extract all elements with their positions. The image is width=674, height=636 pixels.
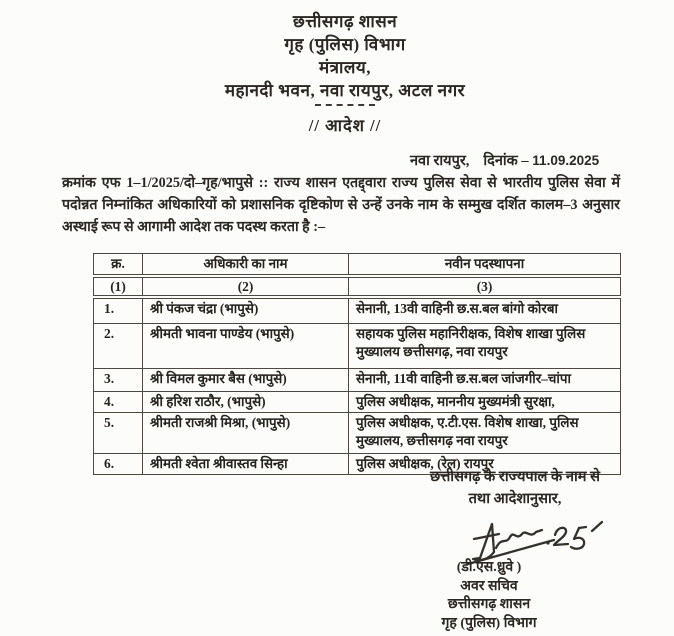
col-header-name: अधिकारी का नाम bbox=[143, 254, 349, 277]
table-row bbox=[94, 297, 621, 324]
signatory-designation: अवर सचिव bbox=[460, 578, 518, 594]
govt-name: छत्तीसगढ़ शासन bbox=[292, 12, 398, 31]
row-sno: 4. bbox=[94, 392, 143, 413]
row-posting: पुलिस अधीक्षक, माननीय मुख्यमंत्री सुरक्षा, bbox=[349, 392, 621, 413]
row-officer-name: श्री विमल कुमार बैस (भापुसे) bbox=[143, 369, 349, 392]
row-sno: 1. bbox=[94, 297, 143, 324]
signatory-name: (डी.एस.ध्रुवे ) bbox=[456, 560, 522, 575]
table-subheader-row bbox=[94, 276, 621, 297]
place-date-line bbox=[410, 150, 630, 170]
reference-paragraph: क्रमांक एफ 1–1/2025/दो–गृह/भापुसे :: राज्य शासन एतद्द्वारा राज्य पुलिस सेवा से भारतीय पुलिस सेवा में पदोन्नत निम्नांकित अधिकारियों को प्रशासनिक दृष्टिकोण से उन्हें उनके नाम के सम्मुख दर्शित कालम–3 अनुसार अस्थाई रूप से आगामी आदेश तक पदस्थ करता है :– bbox=[62, 175, 620, 235]
signatory-org-line-2: गृह (पुलिस) विभाग bbox=[441, 615, 537, 631]
col-header-posting: नवीन पदस्थापना bbox=[349, 254, 621, 277]
signoff-block bbox=[380, 466, 650, 510]
table-row bbox=[94, 324, 621, 369]
signoff-line-1: छत्तीसगढ़ के राज्यपाल के नाम से bbox=[429, 469, 601, 485]
row-posting: पुलिस अधीक्षक, (रेल) रायपुर bbox=[349, 454, 621, 475]
table-row bbox=[94, 392, 621, 413]
row-sno: 2. bbox=[94, 324, 143, 369]
row-posting: सहायक पुलिस महानिरीक्षक, विशेष शाखा पुलिस मुख्यालय छत्तीसगढ़, नवा रायपुर bbox=[349, 324, 621, 369]
col-number-2: (2) bbox=[143, 276, 349, 297]
date-value: 11.09.2025 bbox=[532, 153, 600, 168]
row-posting: सेनानी, 11वी वाहिनी छ.स.बल जांजगीर–चांपा bbox=[349, 369, 621, 392]
col-number-1: (1) bbox=[94, 276, 143, 297]
signatory-block bbox=[389, 559, 589, 633]
row-posting: सेनानी, 13वी वाहिनी छ.स.बल बांगो कोरबा bbox=[349, 297, 621, 324]
signoff-line-2: तथा आदेशानुसार, bbox=[468, 491, 562, 507]
order-title: // आदेश // bbox=[308, 116, 382, 135]
row-sno: 3. bbox=[94, 369, 143, 392]
row-officer-name: श्रीमती श्वेता श्रीवास्तव सिन्हा bbox=[143, 454, 349, 475]
table-row bbox=[94, 413, 621, 454]
department-name: गृह (पुलिस) विभाग bbox=[284, 35, 406, 54]
signatory-org-line-1: छत्तीसगढ़ शासन bbox=[447, 597, 531, 612]
row-posting: पुलिस अधीक्षक, ए.टी.एस. विशेष शाखा, पुलिस मुख्यालय, छत्तीसगढ़ नवा रायपुर bbox=[349, 413, 621, 454]
table-header-row bbox=[94, 254, 621, 277]
row-sno: 5. bbox=[94, 413, 143, 454]
col-header-sno: क्र. bbox=[94, 254, 143, 277]
header-divider bbox=[315, 104, 375, 106]
date-label: दिनांक – bbox=[483, 153, 529, 169]
row-officer-name: श्री पंकज चंद्रा (भापुसे) bbox=[143, 297, 349, 324]
col-number-3: (3) bbox=[349, 276, 621, 297]
address-line: महानदी भवन, नवा रायपुर, अटल नगर bbox=[224, 81, 466, 100]
row-officer-name: श्रीमती राजश्री मिश्रा, (भापुसे) bbox=[143, 413, 349, 454]
row-sno: 6. bbox=[94, 454, 143, 475]
letterhead bbox=[16, 10, 674, 102]
posting-table bbox=[93, 253, 621, 475]
row-officer-name: श्री हरिश राठौर, (भापुसे) bbox=[143, 392, 349, 413]
table-row bbox=[94, 369, 621, 392]
ministry-line: मंत्रालय, bbox=[318, 58, 372, 77]
row-officer-name: श्रीमती भावना पाण्डेय (भापुसे) bbox=[143, 324, 349, 369]
place-text: नवा रायपुर, bbox=[410, 153, 470, 169]
